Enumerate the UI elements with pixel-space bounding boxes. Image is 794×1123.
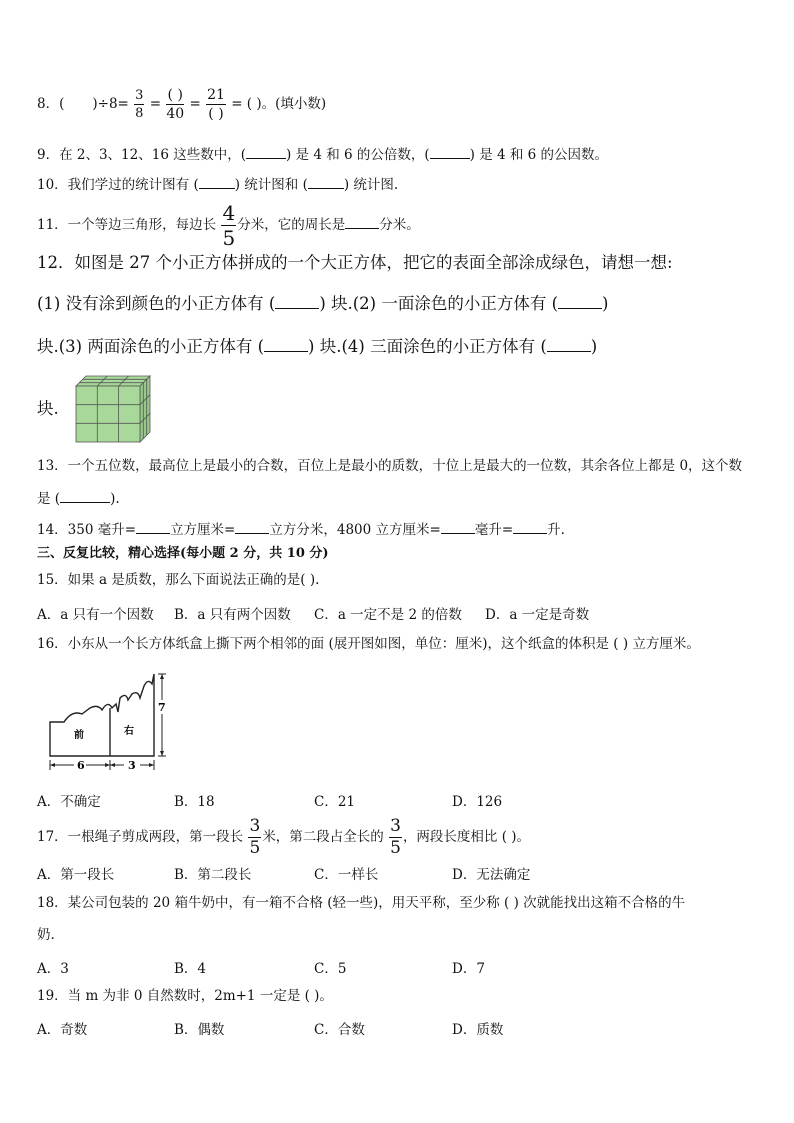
q15-option-a: A．a 只有一个因数 bbox=[37, 607, 154, 623]
q16-option-c: C．21 bbox=[314, 794, 356, 810]
q17-option-b: B．第二段长 bbox=[174, 867, 252, 883]
question-14: 14．350 毫升= 立方厘米= 立方分米，4800 立方厘米= 毫升= 升. bbox=[37, 522, 565, 538]
fraction-3-8: $\frac{3}{8}$ bbox=[135, 88, 144, 121]
q19-option-d: D．质数 bbox=[452, 1022, 504, 1038]
question-18-line-1: 18．某公司包装的 20 箱牛奶中，有一箱不合格 (轻一些)，用天平称，至少称 ( ) 次就能找出这箱不合格的牛 bbox=[37, 895, 686, 911]
fraction-3-5-a: $\frac{3}{5}$ bbox=[249, 816, 261, 858]
q16-option-d: D．126 bbox=[452, 794, 503, 810]
question-12-line-4: 块. bbox=[37, 399, 59, 418]
box-net-figure bbox=[44, 664, 168, 776]
q18-option-d: D．7 bbox=[452, 961, 485, 977]
fraction-blank-40: $\frac{( )}{40}$ bbox=[166, 87, 185, 122]
q18-option-a: A．3 bbox=[37, 961, 69, 977]
q15-option-b: B．a 只有两个因数 bbox=[174, 607, 291, 623]
q15-option-d: D．a 一定是奇数 bbox=[485, 607, 590, 623]
q17-option-d: D．无法确定 bbox=[452, 867, 531, 883]
question-12-line-3: 块.(3) 两面涂色的小正方体有 ( ) 块.(4) 三面涂色的小正方体有 ( ) bbox=[37, 337, 598, 356]
q16-option-a: A．不确定 bbox=[37, 794, 101, 810]
q15-option-c: C．a 一定不是 2 的倍数 bbox=[314, 607, 462, 623]
q17-option-c: C．一样长 bbox=[314, 867, 379, 883]
question-18-line-2: 奶. bbox=[37, 927, 55, 943]
label-right: 右 bbox=[124, 726, 134, 737]
question-8: 8．( )÷8= $\frac{3}{8}$ = $\frac{( )}{40}$ = $\frac{21}{( )}$ = ( )。(填小数) bbox=[37, 87, 327, 122]
fraction-21-blank: $\frac{21}{( )}$ bbox=[207, 87, 225, 122]
cube-figure bbox=[74, 374, 154, 444]
q17-option-a: A．第一段长 bbox=[37, 867, 115, 883]
q19-option-c: C．合数 bbox=[314, 1022, 365, 1038]
question-16: 16．小东从一个长方体纸盒上撕下两个相邻的面 (展开图如图，单位：厘米)，这个纸盒的体积是 ( ) 立方厘米。 bbox=[37, 636, 700, 652]
section-3-heading: 三、反复比较，精心选择(每小题 2 分，共 10 分) bbox=[37, 546, 329, 561]
question-12-line-1: 12．如图是 27 个小正方体拼成的一个大正方体，把它的表面全部涂成绿色，请想一想: bbox=[37, 253, 673, 272]
dim-6: 6 bbox=[77, 759, 85, 772]
question-10: 10．我们学过的统计图有 ( ) 统计图和 ( ) 统计图. bbox=[37, 177, 399, 193]
cube-front-face bbox=[76, 386, 140, 442]
question-15: 15．如果 a 是质数，那么下面说法正确的是( ). bbox=[37, 572, 320, 588]
dim-7: 7 bbox=[158, 701, 166, 714]
question-13-line-1: 13．一个五位数，最高位上是最小的合数，百位上是最小的质数，十位上是最大的一位数，其余各位上都是 0，这个数 bbox=[37, 458, 743, 474]
question-12-line-2: (1) 没有涂到颜色的小正方体有 ( ) 块.(2) 一面涂色的小正方体有 ( ) bbox=[37, 294, 609, 313]
fraction-3-5-b: $\frac{3}{5}$ bbox=[390, 816, 401, 858]
question-17: 17．一根绳子剪成两段，第一段长 $\frac{3}{5}$ 米，第二段占全长的 $\frac{3}{5}$ ，两段长度相比 ( )。 bbox=[37, 816, 531, 858]
question-11: 11．一个等边三角形，每边长 $\frac{4}{5}$ 分米，它的周长是 分米。 bbox=[37, 201, 420, 250]
cube-top-face bbox=[76, 376, 150, 386]
cube-right-face bbox=[140, 376, 150, 442]
q18-option-c: C．5 bbox=[314, 961, 347, 977]
q19-option-b: B．偶数 bbox=[174, 1022, 225, 1038]
torn-faces-outline bbox=[50, 674, 154, 756]
label-front: 前 bbox=[74, 730, 84, 741]
question-9: 9．在 2、3、12、16 这些数中，( ) 是 4 和 6 的公倍数，( ) 是 4 和 6 的公因数。 bbox=[37, 147, 609, 163]
question-19: 19．当 m 为非 0 自然数时，2m+1 一定是 ( )。 bbox=[37, 988, 333, 1004]
q19-option-a: A．奇数 bbox=[37, 1022, 88, 1038]
q18-option-b: B．4 bbox=[174, 961, 207, 977]
q16-option-b: B．18 bbox=[174, 794, 215, 810]
fraction-4-5: $\frac{4}{5}$ bbox=[222, 201, 236, 250]
question-13-line-2: 是 ( ). bbox=[37, 491, 120, 507]
dim-3: 3 bbox=[128, 759, 136, 772]
